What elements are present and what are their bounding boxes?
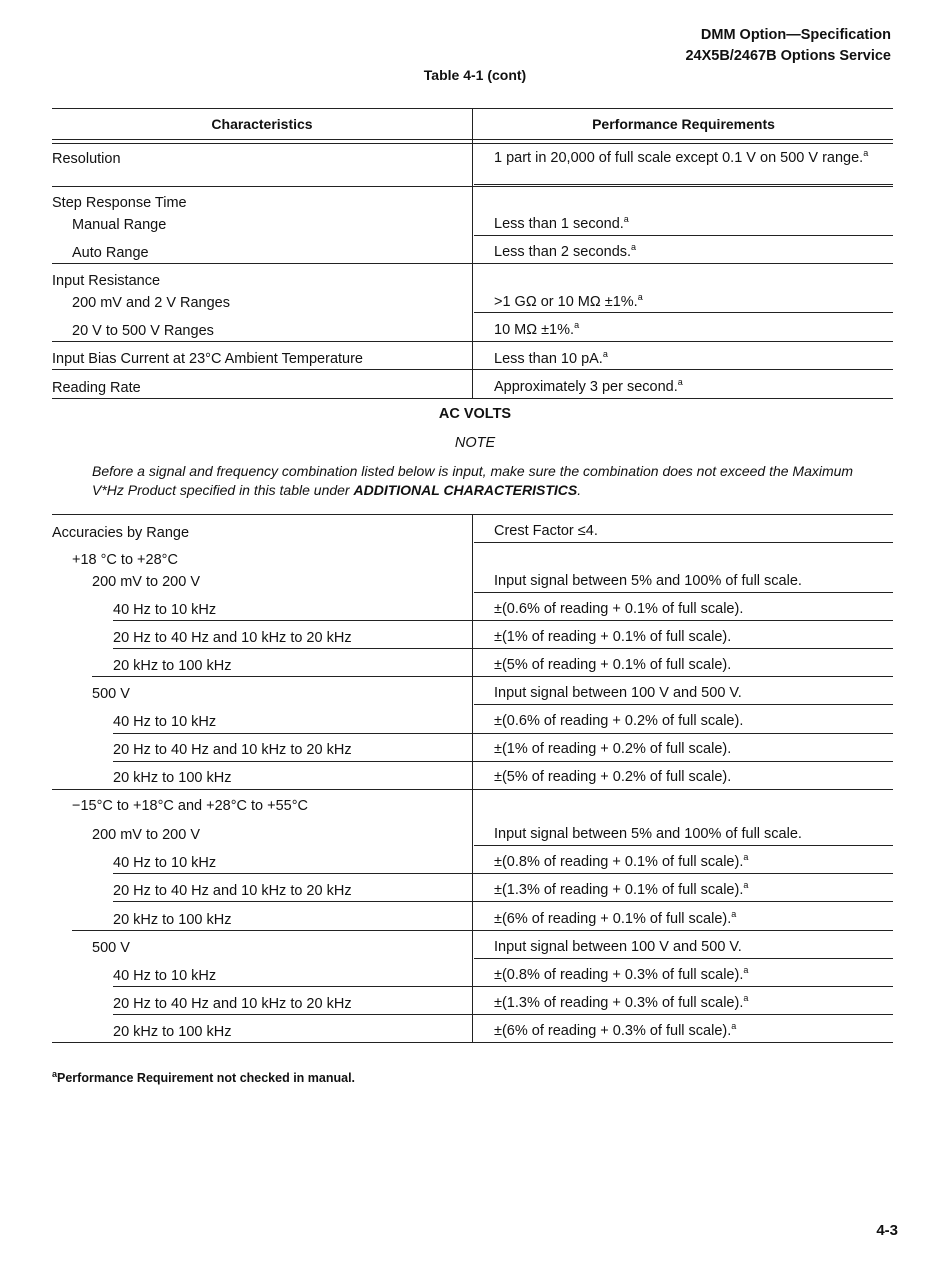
footnote: $^a$Performance Requirement not checked in manual. [52,1068,356,1085]
auto-range-label: Auto Range [72,245,149,261]
t2-b-freq1-value: ±(0.8% of reading + 0.3% of full scale).$^a$ [494,965,749,983]
running-header-title: DMM Option—Specification [700,27,891,43]
t2-b-freq3-label: 20 kHz to 100 kHz [113,1024,232,1040]
t2-b-freq2-label: 20 Hz to 40 Hz and 10 kHz to 20 kHz [113,996,352,1012]
resolution-value: 1 part in 20,000 of full scale except 0.1 V on 500 V range.$^a$ [494,148,869,166]
t2-b-freq3-value: ±(6% of reading + 0.3% of full scale).$^a$ [494,1021,737,1039]
resistance-range2-label: 20 V to 500 V Ranges [72,323,214,339]
resistance-range2-value: 10 MΩ ±1%.$^a$ [494,320,580,338]
reading-rate-value: Approximately 3 per second.$^a$ [494,377,683,395]
manual-range-value: Less than 1 second.$^a$ [494,214,629,232]
section-heading-ac-volts: AC VOLTS [438,406,512,422]
t1-b-freq1-value: ±(0.6% of reading + 0.2% of full scale). [494,713,744,729]
running-header-subtitle: 24X5B/2467B Options Service [685,48,891,64]
t1-a-freq3-value: ±(5% of reading + 0.1% of full scale). [494,657,732,673]
t2-a-freq2-value: ±(1.3% of reading + 0.1% of full scale).$^a$ [494,880,749,898]
t1-a-freq2-value: ±(1% of reading + 0.1% of full scale). [494,629,732,645]
accuracies-label: Accuracies by Range [52,525,190,541]
t1-a-freq1-label: 40 Hz to 10 kHz [113,602,217,618]
step-response-label: Step Response Time [52,195,187,211]
temp-range-1-label: +18 °C to +28°C [72,552,178,568]
t2-range-a-label: 200 mV to 200 V [92,827,201,843]
t2-range-b-value: Input signal between 100 V and 500 V. [494,939,742,955]
column-header-characteristics: Characteristics [211,116,313,132]
note-text: Before a signal and frequency combination listed below is input, make sure the combination does not exceed the Maximum V*Hz Product specified in this table under ADDITIONAL CHARACTERISTICS. [92,463,854,498]
resistance-range1-label: 200 mV and 2 V Ranges [72,295,230,311]
note-heading: NOTE [454,435,496,451]
t1-range-b-label: 500 V [92,686,130,702]
auto-range-value: Less than 2 seconds.$^a$ [494,242,637,260]
t1-b-freq2-label: 20 Hz to 40 Hz and 10 kHz to 20 kHz [113,742,352,758]
t2-a-freq3-value: ±(6% of reading + 0.1% of full scale).$^a$ [494,909,737,927]
column-divider-lower [472,514,473,1043]
table-title: Table 4-1 (cont) [423,67,527,83]
t2-range-b-label: 500 V [92,940,130,956]
t1-b-freq1-label: 40 Hz to 10 kHz [113,714,217,730]
t1-b-freq3-label: 20 kHz to 100 kHz [113,770,232,786]
t2-b-freq2-value: ±(1.3% of reading + 0.3% of full scale).$^a$ [494,993,749,1011]
t1-a-freq3-label: 20 kHz to 100 kHz [113,658,232,674]
t1-range-a-value: Input signal between 5% and 100% of full scale. [494,573,802,589]
reading-rate-label: Reading Rate [52,380,141,396]
t1-b-freq2-value: ±(1% of reading + 0.2% of full scale). [494,741,732,757]
column-divider [472,108,473,398]
resolution-label: Resolution [52,151,121,167]
manual-range-label: Manual Range [72,217,167,233]
page-number: 4-3 [876,1222,898,1239]
t2-a-freq1-label: 40 Hz to 10 kHz [113,855,217,871]
t2-a-freq1-value: ±(0.8% of reading + 0.1% of full scale).$^a$ [494,852,749,870]
crest-factor-value: Crest Factor ≤4. [494,523,598,539]
t1-range-a-label: 200 mV to 200 V [92,574,201,590]
bias-current-value: Less than 10 pA.$^a$ [494,349,608,367]
temp-range-2-label: −15°C to +18°C and +28°C to +55°C [72,798,309,814]
t1-a-freq1-value: ±(0.6% of reading + 0.1% of full scale). [494,601,744,617]
t1-a-freq2-label: 20 Hz to 40 Hz and 10 kHz to 20 kHz [113,630,352,646]
bias-current-label: Input Bias Current at 23°C Ambient Temperature [52,351,363,367]
column-header-performance: Performance Requirements [592,116,775,132]
table-upper-bottom-rule [52,398,893,399]
t2-a-freq2-label: 20 Hz to 40 Hz and 10 kHz to 20 kHz [113,883,352,899]
input-resistance-label: Input Resistance [52,273,161,289]
t1-b-freq3-value: ±(5% of reading + 0.2% of full scale). [494,769,732,785]
t2-a-freq3-label: 20 kHz to 100 kHz [113,912,232,928]
table-lower-bottom-rule [52,1042,893,1043]
t1-range-b-value: Input signal between 100 V and 500 V. [494,685,742,701]
t2-b-freq1-label: 40 Hz to 10 kHz [113,968,217,984]
t2-range-a-value: Input signal between 5% and 100% of full scale. [494,826,802,842]
resistance-range1-value: >1 GΩ or 10 MΩ ±1%.$^a$ [494,292,643,310]
